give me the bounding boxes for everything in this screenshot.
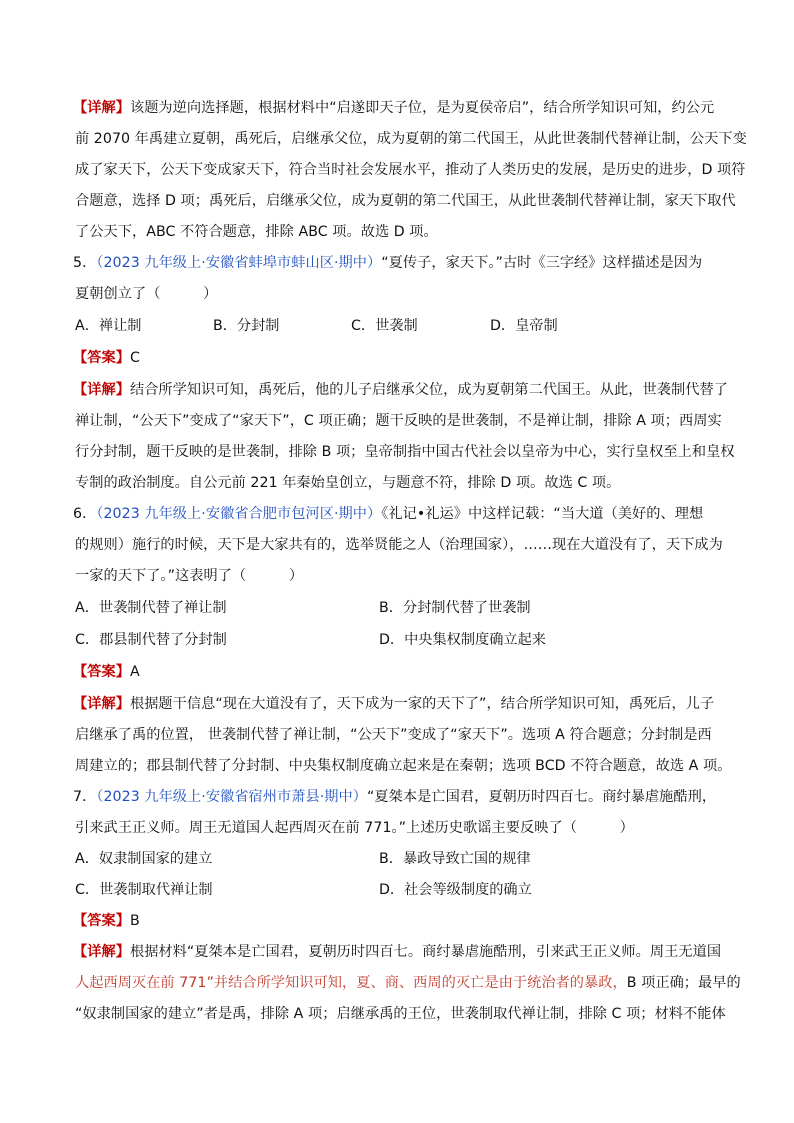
option-b: B．暴政导致亡国的规律 <box>379 851 531 867</box>
explain-paragraph-line: 成了家天下，公天下变成家天下，符合当时社会发展水平，推动了人类历史的发展，是历史的进步，D 项符 <box>75 162 746 178</box>
question-6-stem-cont: 一家的天下了。”这表明了（ ） <box>75 568 304 584</box>
explain-paragraph-line <box>73 942 721 962</box>
question-number: 6． <box>73 506 97 522</box>
answer-line <box>73 662 140 682</box>
explain-text: B 项正确；最早的 <box>626 975 741 991</box>
explain-tag: 【详解】 <box>73 944 130 960</box>
option-a: A．奴隶制国家的建立 <box>75 851 213 867</box>
explain-highlight: 并结合所学知识可知，夏、商、西周的灭亡是由于统治者的暴政， <box>213 975 627 991</box>
explain-text: 该题为逆向选择题，根据材料中“启遂即天子位，是为夏侯帝启”，结合所学知识可知，约公元 <box>129 100 715 116</box>
explain-paragraph-line: 周建立的；郡县制代替了分封制、中央集权制度确立起来是在秦朝；选项 BCD 不符合题意，故选 A 项。 <box>75 758 732 774</box>
question-stem-text: “夏桀本是亡国君，夏朝历时四百七。商纣暴虐施酷刑， <box>367 789 717 805</box>
explain-tag: 【详解】 <box>73 100 130 116</box>
question-source: （2023 九年级上·安徽省宿州市萧县·期中） <box>96 789 368 805</box>
option-a: A．禅让制 <box>75 318 142 334</box>
question-5-stem <box>73 253 702 273</box>
question-number: 5． <box>73 255 97 271</box>
answer-line <box>73 348 140 368</box>
option-c: C．世袭制取代禅让制 <box>75 882 213 898</box>
answer-value: B <box>129 913 140 929</box>
option-d: D．社会等级制度的确立 <box>379 882 532 898</box>
question-source: （2023 九年级上·安徽省蚌埠市蚌山区·期中） <box>96 255 382 271</box>
question-6-stem <box>73 504 703 524</box>
explain-paragraph-line: “奴隶制国家的建立”者是禹，排除 A 项；启继承禹的王位，世袭制取代禅让制，排除 C 项；材料不能体 <box>75 1006 726 1022</box>
explain-paragraph-line: 启继承了禹的位置， 世袭制代替了禅让制，“公天下”变成了“家天下”。选项 A 符合题意；分封制是西 <box>75 727 712 743</box>
option-c: C．郡县制代替了分封制 <box>75 632 227 648</box>
explain-text: 结合所学知识可知，禹死后，他的儿子启继承父位，成为夏朝第二代国王。从此，世袭制代替了 <box>129 382 728 398</box>
question-stem-text: 《礼记•礼运》中这样记载：“当大道（美好的、理想 <box>381 506 704 522</box>
question-stem-text: “夏传子，家天下。”古时《三字经》这样描述是因为 <box>381 255 703 271</box>
question-source: （2023 九年级上·安徽省合肥市包河区·期中） <box>96 506 382 522</box>
explain-text: 根据材料“夏桀本是亡国君，夏朝历时四百七。商纣暴虐施酷刑，引来武王正义师。周王无道国 <box>129 944 722 960</box>
option-d: D．皇帝制 <box>490 318 558 334</box>
answer-tag: 【答案】 <box>73 664 130 680</box>
question-7-stem <box>73 787 716 807</box>
explain-highlight: 人起西周灭在前 771” <box>75 975 214 991</box>
explain-paragraph-line: 行分封制，题干反映的是世袭制，排除 B 项；皇帝制指中国古代社会以皇帝为中心，实行皇权至上和皇权 <box>75 444 735 460</box>
question-6-stem-cont: 的规则）施行的时候，天下是大家共有的，选举贤能之人（治理国家），……现在大道没有了，天下成为 <box>75 537 723 553</box>
option-b: B．分封制代替了世袭制 <box>379 600 531 616</box>
option-c: C．世袭制 <box>351 318 418 334</box>
answer-line <box>73 911 140 931</box>
explain-tag: 【详解】 <box>73 382 130 398</box>
question-number: 7． <box>73 789 97 805</box>
explain-paragraph-line: 前 2070 年禹建立夏朝，禹死后，启继承父位，成为夏朝的第二代国王，从此世袭制代替禅让制，公天下变 <box>75 131 747 147</box>
explain-paragraph-line <box>73 98 714 118</box>
question-7-stem-cont: 引来武王正义师。周王无道国人起西周灭在前 771。”上述历史歌谣主要反映了（ ） <box>75 820 634 836</box>
explain-tag: 【详解】 <box>73 696 130 712</box>
explain-paragraph-line: 专制的政治制度。自公元前 221 年秦始皇创立，与题意不符，排除 D 项。故选 C 项。 <box>75 475 621 491</box>
answer-value: A <box>129 664 140 680</box>
explain-paragraph-line: 了公天下，ABC 不符合题意，排除 ABC 项。故选 D 项。 <box>75 224 438 240</box>
explain-paragraph-line: 禅让制，“公天下”变成了“家天下”，C 项正确；题干反映的是世袭制，不是禅让制，排除 A 项；西周实 <box>75 413 722 429</box>
explain-paragraph-line <box>73 380 728 400</box>
question-5-stem-cont: 夏朝创立了（ ） <box>75 286 218 302</box>
option-b: B．分封制 <box>213 318 280 334</box>
answer-value: C <box>129 350 140 366</box>
explain-text: 根据题干信息“现在大道没有了，天下成为一家的天下了”，结合所学知识可知，禹死后，儿子 <box>129 696 715 712</box>
explain-paragraph-line: 合题意，选择 D 项；禹死后，启继承父位，成为夏朝的第二代国王，从此世袭制代替禅让制，家天下取代 <box>75 193 736 209</box>
answer-tag: 【答案】 <box>73 913 130 929</box>
option-a: A．世袭制代替了禅让制 <box>75 600 227 616</box>
explain-paragraph-line <box>73 694 714 714</box>
answer-tag: 【答案】 <box>73 350 130 366</box>
explain-paragraph-line <box>75 973 741 993</box>
option-d: D．中央集权制度确立起来 <box>379 632 546 648</box>
